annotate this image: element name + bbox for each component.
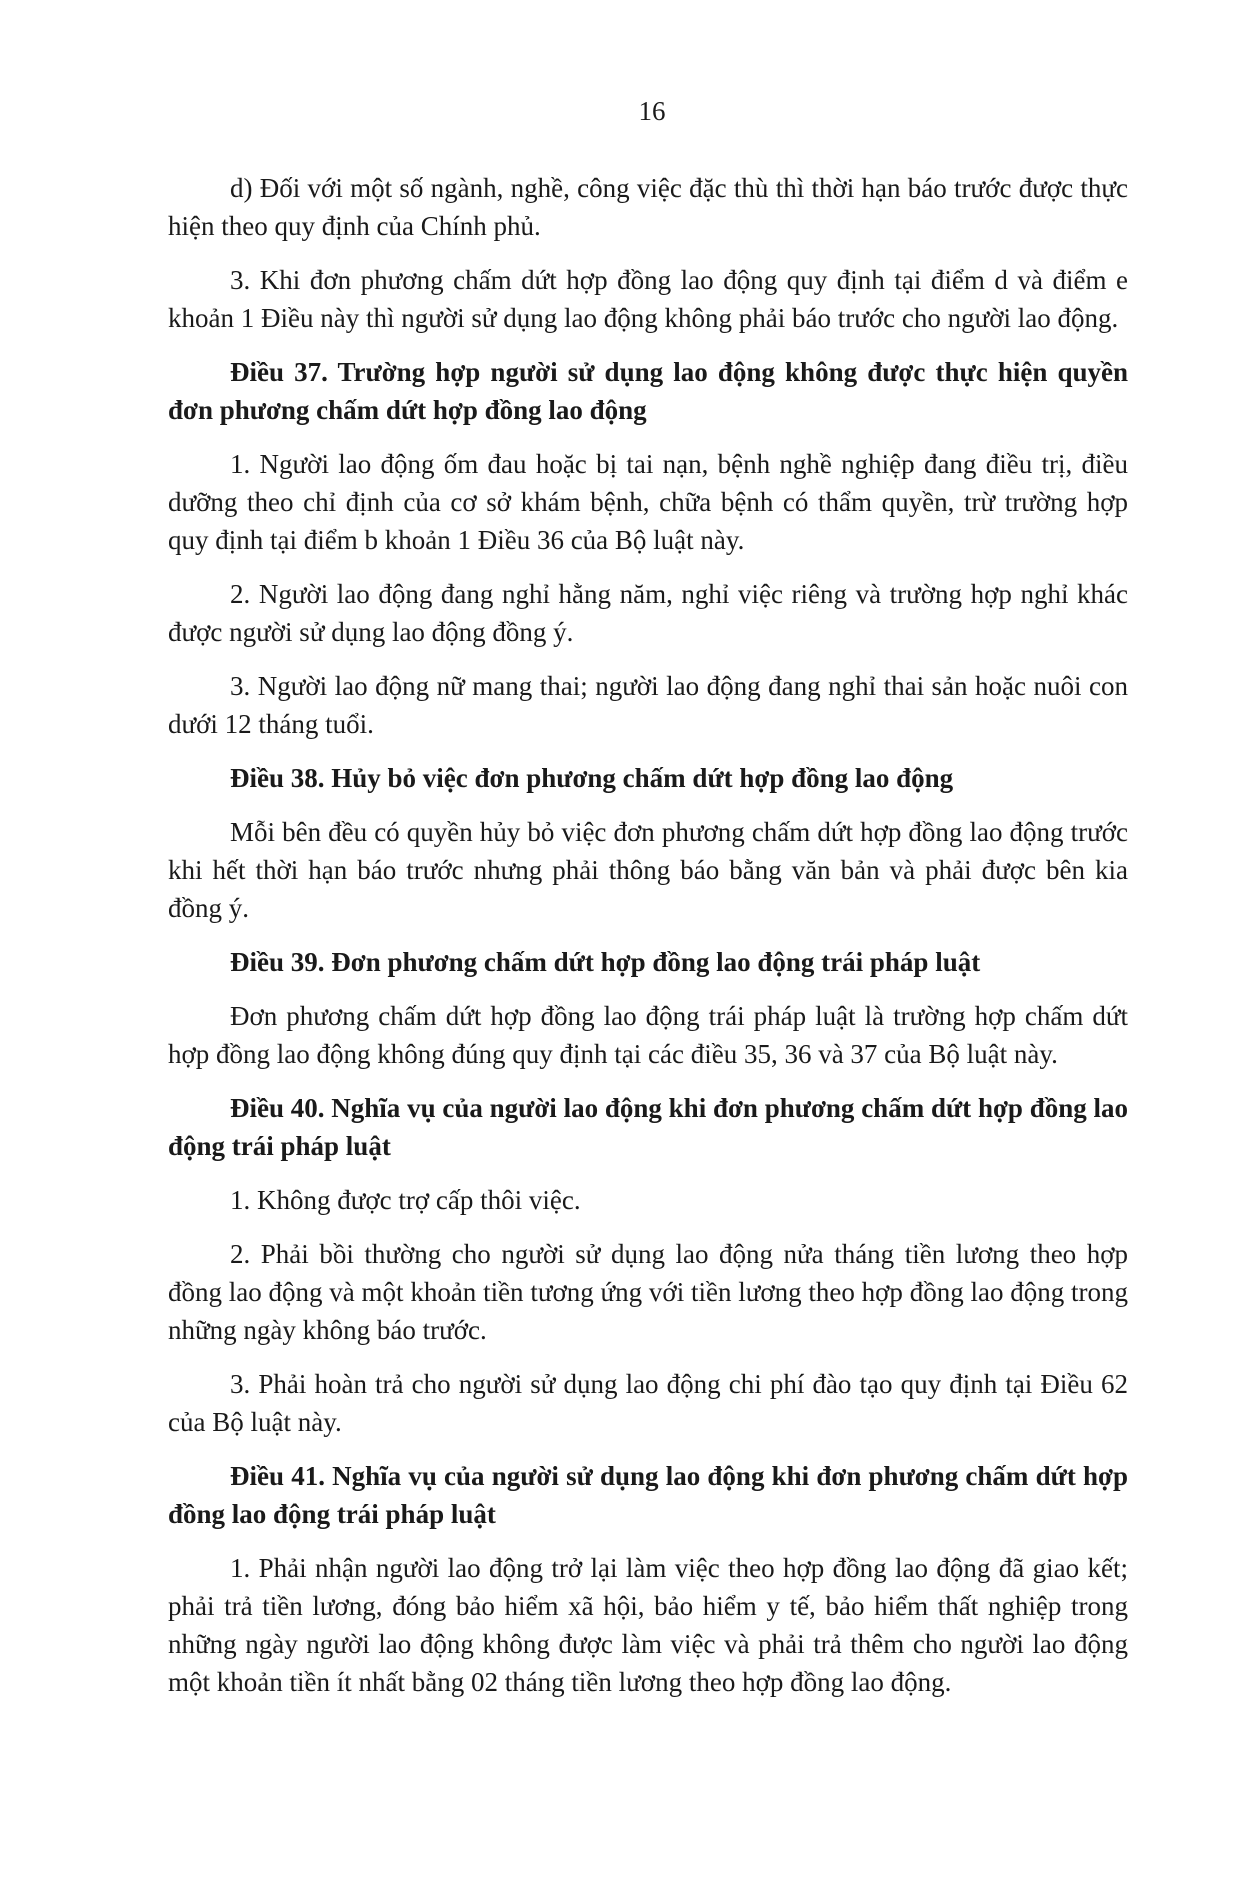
paragraph-40-1: 1. Không được trợ cấp thôi việc. <box>230 1185 581 1215</box>
paragraph-36-3: 3. Khi đơn phương chấm dứt hợp đồng lao động quy định tại điểm d và điểm e khoản 1 Điều này thì người sử dụng lao động không phải báo trước cho người lao động. <box>168 265 1128 333</box>
paragraph-36-2d: d) Đối với một số ngành, nghề, công việc đặc thù thì thời hạn báo trước được thực hiện theo quy định của Chính phủ. <box>168 173 1128 241</box>
article-37-heading: Điều 37. Trường hợp người sử dụng lao động không được thực hiện quyền đơn phương chấm dứt hợp đồng lao động <box>168 357 1128 425</box>
paragraph-38: Mỗi bên đều có quyền hủy bỏ việc đơn phương chấm dứt hợp đồng lao động trước khi hết thời hạn báo trước nhưng phải thông báo bằng văn bản và phải được bên kia đồng ý. <box>168 817 1128 923</box>
paragraph-41-1: 1. Phải nhận người lao động trở lại làm việc theo hợp đồng lao động đã giao kết; phải trả tiền lương, đóng bảo hiểm xã hội, bảo hiểm y tế, bảo hiểm thất nghiệp trong những ngày người lao động không được làm việc và phải trả thêm cho người lao động một khoản tiền ít nhất bằng 02 tháng tiền lương theo hợp đồng lao động. <box>168 1553 1128 1697</box>
page-number: 16 <box>638 96 666 126</box>
paragraph-40-3: 3. Phải hoàn trả cho người sử dụng lao động chi phí đào tạo quy định tại Điều 62 của Bộ luật này. <box>168 1369 1128 1437</box>
paragraph-40-2: 2. Phải bồi thường cho người sử dụng lao động nửa tháng tiền lương theo hợp đồng lao động và một khoản tiền tương ứng với tiền lương theo hợp đồng lao động trong những ngày không báo trước. <box>168 1239 1128 1345</box>
article-40-heading: Điều 40. Nghĩa vụ của người lao động khi đơn phương chấm dứt hợp đồng lao động trái pháp luật <box>168 1093 1128 1161</box>
article-38-heading: Điều 38. Hủy bỏ việc đơn phương chấm dứt hợp đồng lao động <box>230 763 954 793</box>
article-39-heading: Điều 39. Đơn phương chấm dứt hợp đồng lao động trái pháp luật <box>230 947 981 977</box>
paragraph-39: Đơn phương chấm dứt hợp đồng lao động trái pháp luật là trường hợp chấm dứt hợp đồng lao động không đúng quy định tại các điều 35, 36 và 37 của Bộ luật này. <box>168 1001 1128 1069</box>
paragraph-37-1: 1. Người lao động ốm đau hoặc bị tai nạn, bệnh nghề nghiệp đang điều trị, điều dưỡng theo chỉ định của cơ sở khám bệnh, chữa bệnh có thẩm quyền, trừ trường hợp quy định tại điểm b khoản 1 Điều 36 của Bộ luật này. <box>168 449 1128 555</box>
paragraph-37-3: 3. Người lao động nữ mang thai; người lao động đang nghỉ thai sản hoặc nuôi con dưới 12 tháng tuổi. <box>168 671 1128 739</box>
paragraph-37-2: 2. Người lao động đang nghỉ hằng năm, nghỉ việc riêng và trường hợp nghỉ khác được người sử dụng lao động đồng ý. <box>168 579 1128 647</box>
article-41-heading: Điều 41. Nghĩa vụ của người sử dụng lao động khi đơn phương chấm dứt hợp đồng lao động trái pháp luật <box>168 1461 1128 1529</box>
